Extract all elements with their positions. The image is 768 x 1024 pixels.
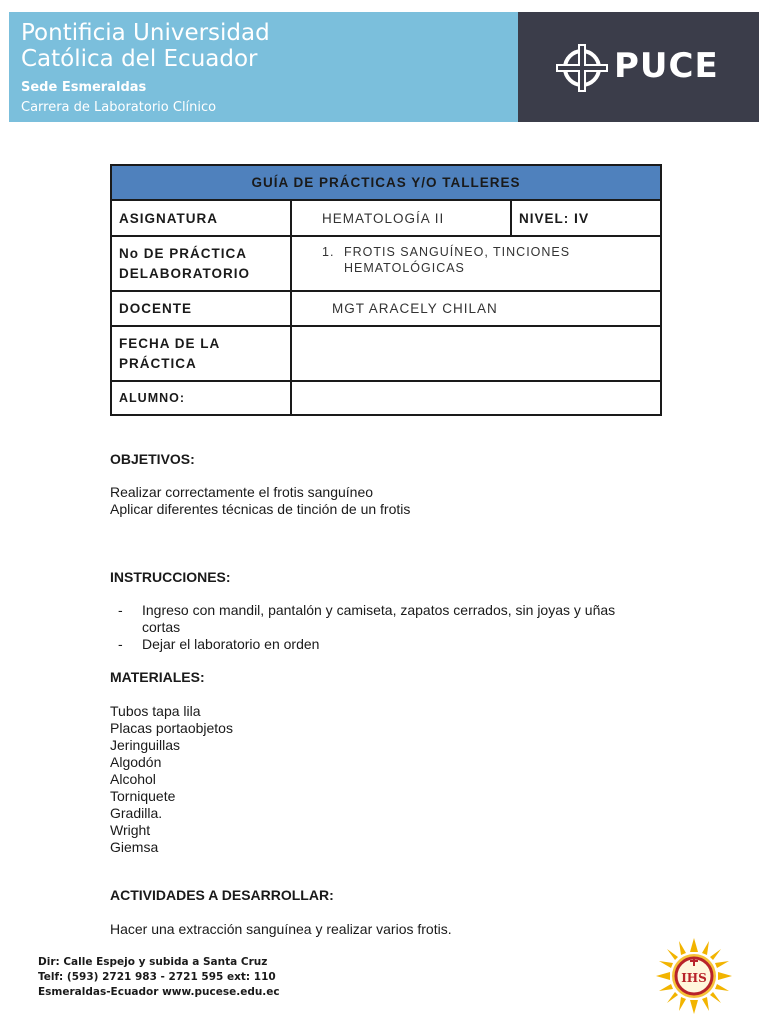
practica-row — [111, 236, 661, 291]
material-item: Giemsa — [110, 839, 159, 855]
material-item: Alcohol — [110, 771, 156, 787]
practica-value-line2: HEMATOLÓGICAS — [344, 261, 465, 275]
practica-list-item — [322, 244, 653, 276]
carrera-label: Carrera de Laboratorio Clínico — [21, 100, 217, 115]
docente-row — [111, 291, 661, 326]
actividades-text: Hacer una extracción sanguínea y realizar varios frotis. — [110, 921, 452, 937]
objetivos-heading: OBJETIVOS: — [110, 451, 195, 467]
material-item: Gradilla. — [110, 805, 163, 821]
material-item: Placas portaobjetos — [110, 720, 233, 736]
practica-number: 1. — [322, 245, 335, 259]
header-banner — [9, 12, 759, 122]
instruccion-item: - Dejar el laboratorio en orden — [118, 636, 638, 653]
materiales-list — [110, 703, 233, 856]
practica-value — [291, 236, 661, 291]
material-item: Torniquete — [110, 788, 176, 804]
fecha-label-line1: FECHA DE LA — [119, 335, 221, 351]
fecha-label — [111, 326, 291, 381]
jesuit-seal-icon — [656, 938, 732, 1014]
table-title: GUÍA DE PRÁCTICAS Y/O TALLERES — [111, 165, 661, 200]
docente-label: DOCENTE — [111, 291, 291, 326]
nivel-label: NIVEL: — [519, 211, 570, 226]
seal-text: IHS — [681, 971, 707, 985]
practice-guide-table — [110, 164, 662, 416]
asignatura-label: ASIGNATURA — [111, 200, 291, 236]
fecha-row — [111, 326, 661, 381]
asignatura-value: HEMATOLOGÍA II — [291, 200, 511, 236]
alumno-label: ALUMNO: — [111, 381, 291, 415]
sede-label: Sede Esmeraldas — [21, 80, 147, 95]
objetivos-list — [110, 484, 410, 518]
university-name-line1: Pontificia Universidad — [21, 20, 270, 46]
practica-label-line1: No DE PRÁCTICA — [119, 245, 247, 261]
table-header-row — [111, 165, 661, 200]
header-left-panel — [9, 12, 518, 122]
puce-cross-logo-icon — [554, 42, 610, 94]
footer-phone: Telf: (593) 2721 983 - 2721 595 ext: 110 — [38, 971, 276, 983]
footer-contact — [38, 955, 280, 1000]
material-item: Tubos tapa lila — [110, 703, 201, 719]
objetivo-item: Aplicar diferentes técnicas de tinción de un frotis — [110, 501, 411, 517]
footer-web: Esmeraldas-Ecuador www.pucese.edu.ec — [38, 986, 280, 998]
university-name-line2: Católica del Ecuador — [21, 46, 258, 72]
header-right-panel — [518, 12, 759, 122]
actividades-heading: ACTIVIDADES A DESARROLLAR: — [110, 887, 334, 903]
asignatura-row — [111, 200, 661, 236]
material-item: Jeringuillas — [110, 737, 181, 753]
puce-logo-text: PUCE — [614, 46, 719, 86]
material-item: Algodón — [110, 754, 162, 770]
instrucciones-list — [118, 602, 638, 653]
instrucciones-heading: INSTRUCCIONES: — [110, 569, 231, 585]
practica-label — [111, 236, 291, 291]
fecha-label-line2: PRÁCTICA — [119, 355, 197, 371]
alumno-row — [111, 381, 661, 415]
fecha-value[interactable] — [291, 326, 661, 381]
instruccion-item: - Ingreso con mandil, pantalón y camiseta, zapatos cerrados, sin joyas y uñas cortas — [118, 602, 638, 636]
material-item: Wright — [110, 822, 151, 838]
materiales-heading: MATERIALES: — [110, 669, 205, 685]
practica-label-line2: DELABORATORIO — [119, 265, 250, 281]
nivel-cell — [511, 200, 661, 236]
alumno-value[interactable] — [291, 381, 661, 415]
practica-value-line1: FROTIS SANGUÍNEO, TINCIONES — [344, 245, 571, 259]
objetivo-item: Realizar correctamente el frotis sanguíneo — [110, 484, 374, 500]
docente-value: MGT ARACELY CHILAN — [291, 291, 661, 326]
university-name — [21, 20, 270, 72]
footer-address: Dir: Calle Espejo y subida a Santa Cruz — [38, 956, 268, 968]
nivel-value: IV — [574, 210, 590, 226]
